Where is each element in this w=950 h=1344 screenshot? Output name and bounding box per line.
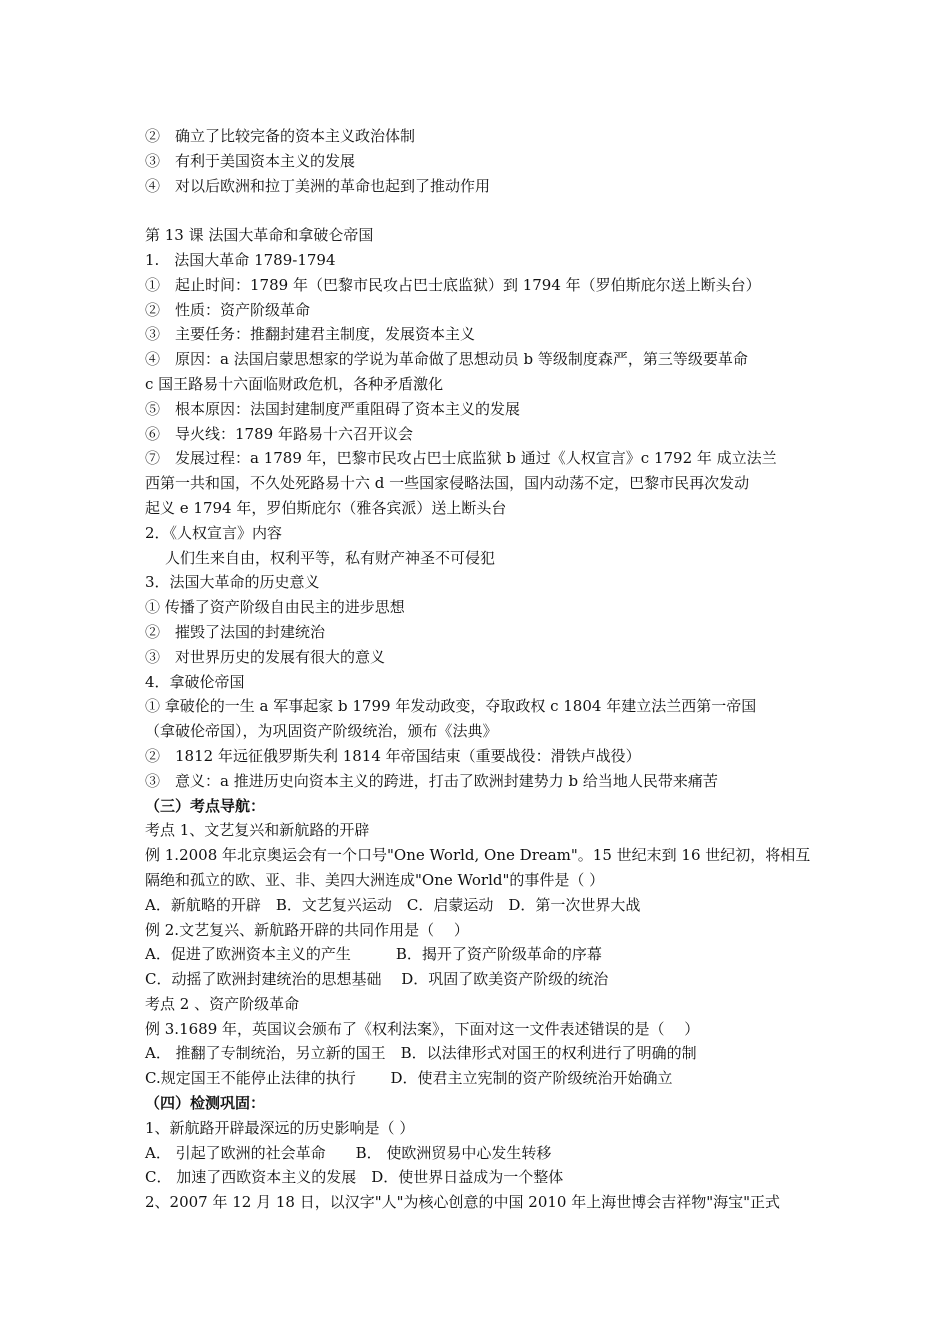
text-line: ⑥ 导火线：1789 年路易十六召开议会 [145,424,413,443]
text-line: 考点 1、文艺复兴和新航路的开辟 [145,821,370,840]
text-line: ① 传播了资产阶级自由民主的进步思想 [145,598,405,617]
question-line: 例 2.文艺复兴、新航路开辟的共同作用是（ ） [145,920,469,939]
answer-options: A．促进了欧洲资本主义的产生 B．揭开了资产阶级革命的序幕 [145,945,602,964]
document-page [145,124,815,1215]
text-line: ① 拿破伦的一生 a 军事起家 b 1799 年发动政变，夺取政权 c 1804 年建立法兰西第一帝国 [145,697,757,716]
answer-options: C.规定国王不能停止法律的执行 D．使君主立宪制的资产阶级统治开始确立 [145,1069,673,1088]
text-line: （拿破伦帝国），为巩固资产阶级统治，颁布《法典》 [145,722,498,741]
text-line: ② 1812 年远征俄罗斯失利 1814 年帝国结束（重要战役：滑铁卢战役） [145,746,641,765]
question-line: 例 1.2008 年北京奥运会有一个口号"One World, One Dream"。15 世纪末到 16 世纪初，将相互 [145,846,811,865]
text-line: ③ 对世界历史的发展有很大的意义 [145,647,386,666]
answer-options: A． 推翻了专制统治，另立新的国王 B．以法律形式对国王的权利进行了明确的制 [145,1044,697,1063]
text-line: ⑦ 发展过程：a 1789 年，巴黎市民攻占巴士底监狱 b 通过《人权宣言》c 1792 年 成立法兰 [145,449,777,468]
text-line: ⑤ 根本原因：法国封建制度严重阻碍了资本主义的发展 [145,399,521,418]
text-line: 人们生来自由，权利平等，私有财产神圣不可侵犯 [165,548,496,567]
text-line: 2．《人权宣言》内容 [145,523,283,542]
section-heading: （四）检测巩固： [145,1094,266,1113]
answer-options: C． 加速了西欧资本主义的发展 D．使世界日益成为一个整体 [145,1168,564,1187]
text-line: ② 确立了比较完备的资本主义政治体制 [145,127,416,145]
text-line: ③ 意义：a 推进历史向资本主义的跨进，打击了欧洲封建势力 b 给当地人民带来痛苦 [145,771,718,790]
text-line: ① 起止时间：1789 年（巴黎市民攻占巴士底监狱）到 1794 年（罗伯斯庇尔送上断头台） [145,275,761,294]
text-line: 起义 e 1794 年，罗伯斯庇尔（雅各宾派）送上断头台 [145,498,507,517]
text-line: 西第一共和国，不久处死路易十六 d 一些国家侵略法国，国内动荡不定，巴黎市民再次发动 [145,474,750,493]
text-line: ④ 原因：a 法国启蒙思想家的学说为革命做了思想动员 b 等级制度森严，第三等级要革命 [145,350,748,369]
blank-line [145,198,815,223]
text-line: 3．法国大革命的历史意义 [145,573,320,592]
text-line: 4．拿破伦帝国 [145,672,245,691]
text-line: ② 性质：资产阶级革命 [145,300,311,319]
text-line: c 国王路易十六面临财政危机，各种矛盾激化 [145,374,444,393]
section-heading: （三）考点导航： [145,796,266,815]
answer-options: A． 引起了欧洲的社会革命 B． 使欧洲贸易中心发生转移 [145,1143,552,1162]
text-line: ② 摧毁了法国的封建统治 [145,622,326,641]
answer-options: C．动摇了欧洲封建统治的思想基础 D．巩固了欧美资产阶级的统治 [145,970,609,989]
question-line: 1、新航路开辟最深远的历史影响是（ ） [145,1118,415,1137]
text-line: ④ 对以后欧洲和拉丁美洲的革命也起到了推动作用 [145,176,491,195]
question-line: 隔绝和孤立的欧、亚、非、美四大洲连成"One World"的事件是（ ） [145,870,605,889]
question-line: 2、2007 年 12 月 18 日，以汉字"人"为核心创意的中国 2010 年上海世博会吉祥物"海宝"正式 [145,1193,781,1212]
text-line: 1. 法国大革命 1789-1794 [145,250,336,269]
text-line: ③ 有利于美国资本主义的发展 [145,151,356,170]
text-line: 考点 2 、资产阶级革命 [145,994,300,1013]
text-line: ③ 主要任务：推翻封建君主制度，发展资本主义 [145,325,476,344]
section-heading: 第 13 课 法国大革命和拿破仑帝国 [145,226,374,245]
question-line: 例 3.1689 年，英国议会颁布了《权利法案》，下面对这一文件表述错误的是（ ） [145,1019,700,1038]
answer-options: A．新航略的开辟 B．文艺复兴运动 C．启蒙运动 D．第一次世界大战 [145,895,641,914]
